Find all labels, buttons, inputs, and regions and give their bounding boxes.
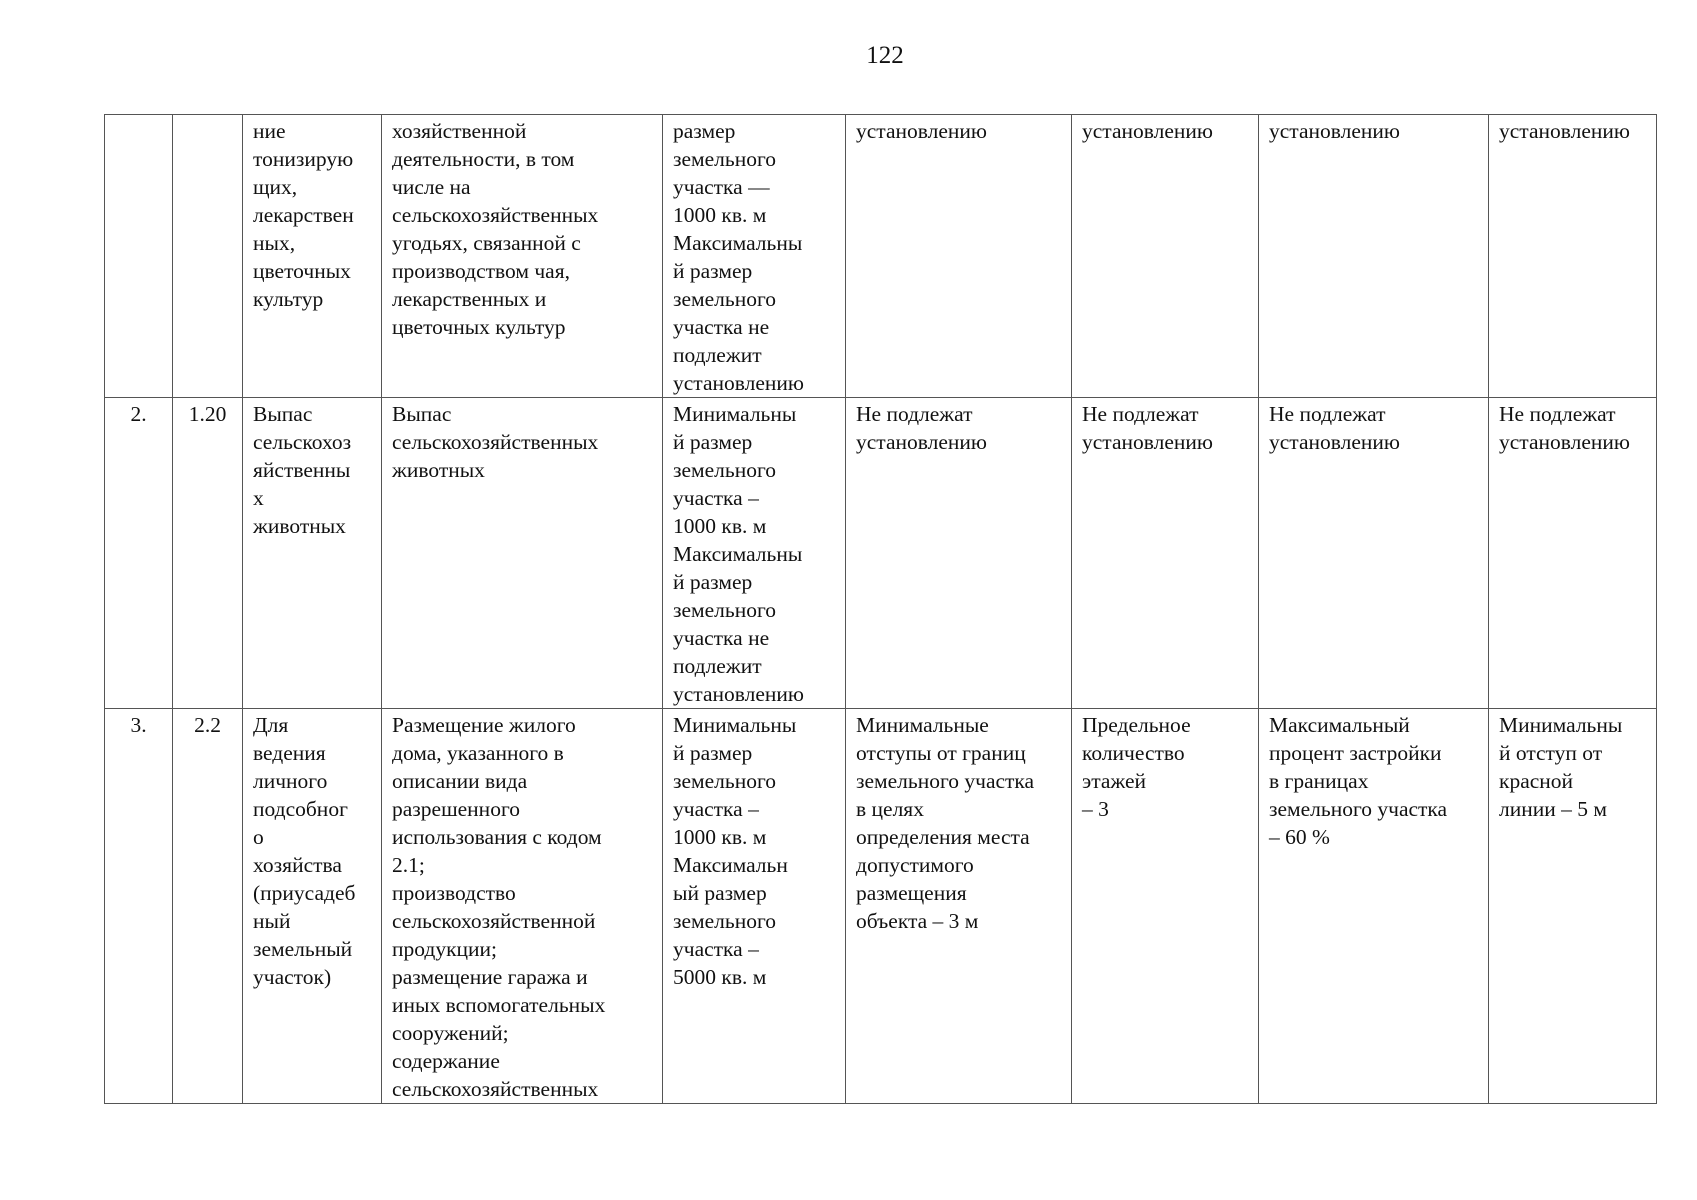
setbacks-cell: Минимальные отступы от границ земельного участка в целях определения места допустимого размещения объекта – 3 м: [846, 709, 1072, 1104]
use-name-cell: Выпас сельскохоз яйственны х животных: [243, 398, 382, 709]
floors-cell: Предельное количество этажей – 3: [1072, 709, 1259, 1104]
page-number: 122: [866, 42, 904, 69]
red-line-cell: Минимальны й отступ от красной линии – 5 м: [1489, 709, 1657, 1104]
use-code-cell: [173, 115, 243, 398]
use-description-cell: хозяйственной деятельности, в том числе на сельскохозяйственных угодьях, связанной с производством чая, лекарственных и цветочных культур: [382, 115, 663, 398]
use-description-cell: Размещение жилого дома, указанного в описании вида разрешенного использования с кодом 2.1; производство сельскохозяйственной продукции; размещение гаража и иных вспомогательных сооружений; содержание сельскохозяйственных: [382, 709, 663, 1104]
row-number-cell: [105, 115, 173, 398]
use-name-cell: ние тонизирую щих, лекарствен ных, цветочных культур: [243, 115, 382, 398]
plot-size-cell: размер земельного участка — 1000 кв. м Максимальны й размер земельного участка не подлежит установлению: [663, 115, 846, 398]
coverage-cell: Максимальный процент застройки в границах земельного участка – 60 %: [1259, 709, 1489, 1104]
red-line-cell: установлению: [1489, 115, 1657, 398]
table-row: [105, 115, 1657, 398]
setbacks-cell: Не подлежат установлению: [846, 398, 1072, 709]
red-line-cell: Не подлежат установлению: [1489, 398, 1657, 709]
coverage-cell: установлению: [1259, 115, 1489, 398]
table-row: [105, 398, 1657, 709]
coverage-cell: Не подлежат установлению: [1259, 398, 1489, 709]
row-number-cell: 2.: [105, 398, 173, 709]
plot-size-cell: Минимальны й размер земельного участка – 1000 кв. м Максимальн ый размер земельного участка – 5000 кв. м: [663, 709, 846, 1104]
floors-cell: Не подлежат установлению: [1072, 398, 1259, 709]
floors-cell: установлению: [1072, 115, 1259, 398]
plot-size-cell: Минимальны й размер земельного участка – 1000 кв. м Максимальны й размер земельного участка не подлежит установлению: [663, 398, 846, 709]
table-row: [105, 709, 1657, 1104]
row-number-cell: 3.: [105, 709, 173, 1104]
setbacks-cell: установлению: [846, 115, 1072, 398]
use-code-cell: 1.20: [173, 398, 243, 709]
use-code-cell: 2.2: [173, 709, 243, 1104]
land-use-table: [104, 114, 1657, 1104]
use-name-cell: Для ведения личного подсобног о хозяйства (приусадеб ный земельный участок): [243, 709, 382, 1104]
use-description-cell: Выпас сельскохозяйственных животных: [382, 398, 663, 709]
